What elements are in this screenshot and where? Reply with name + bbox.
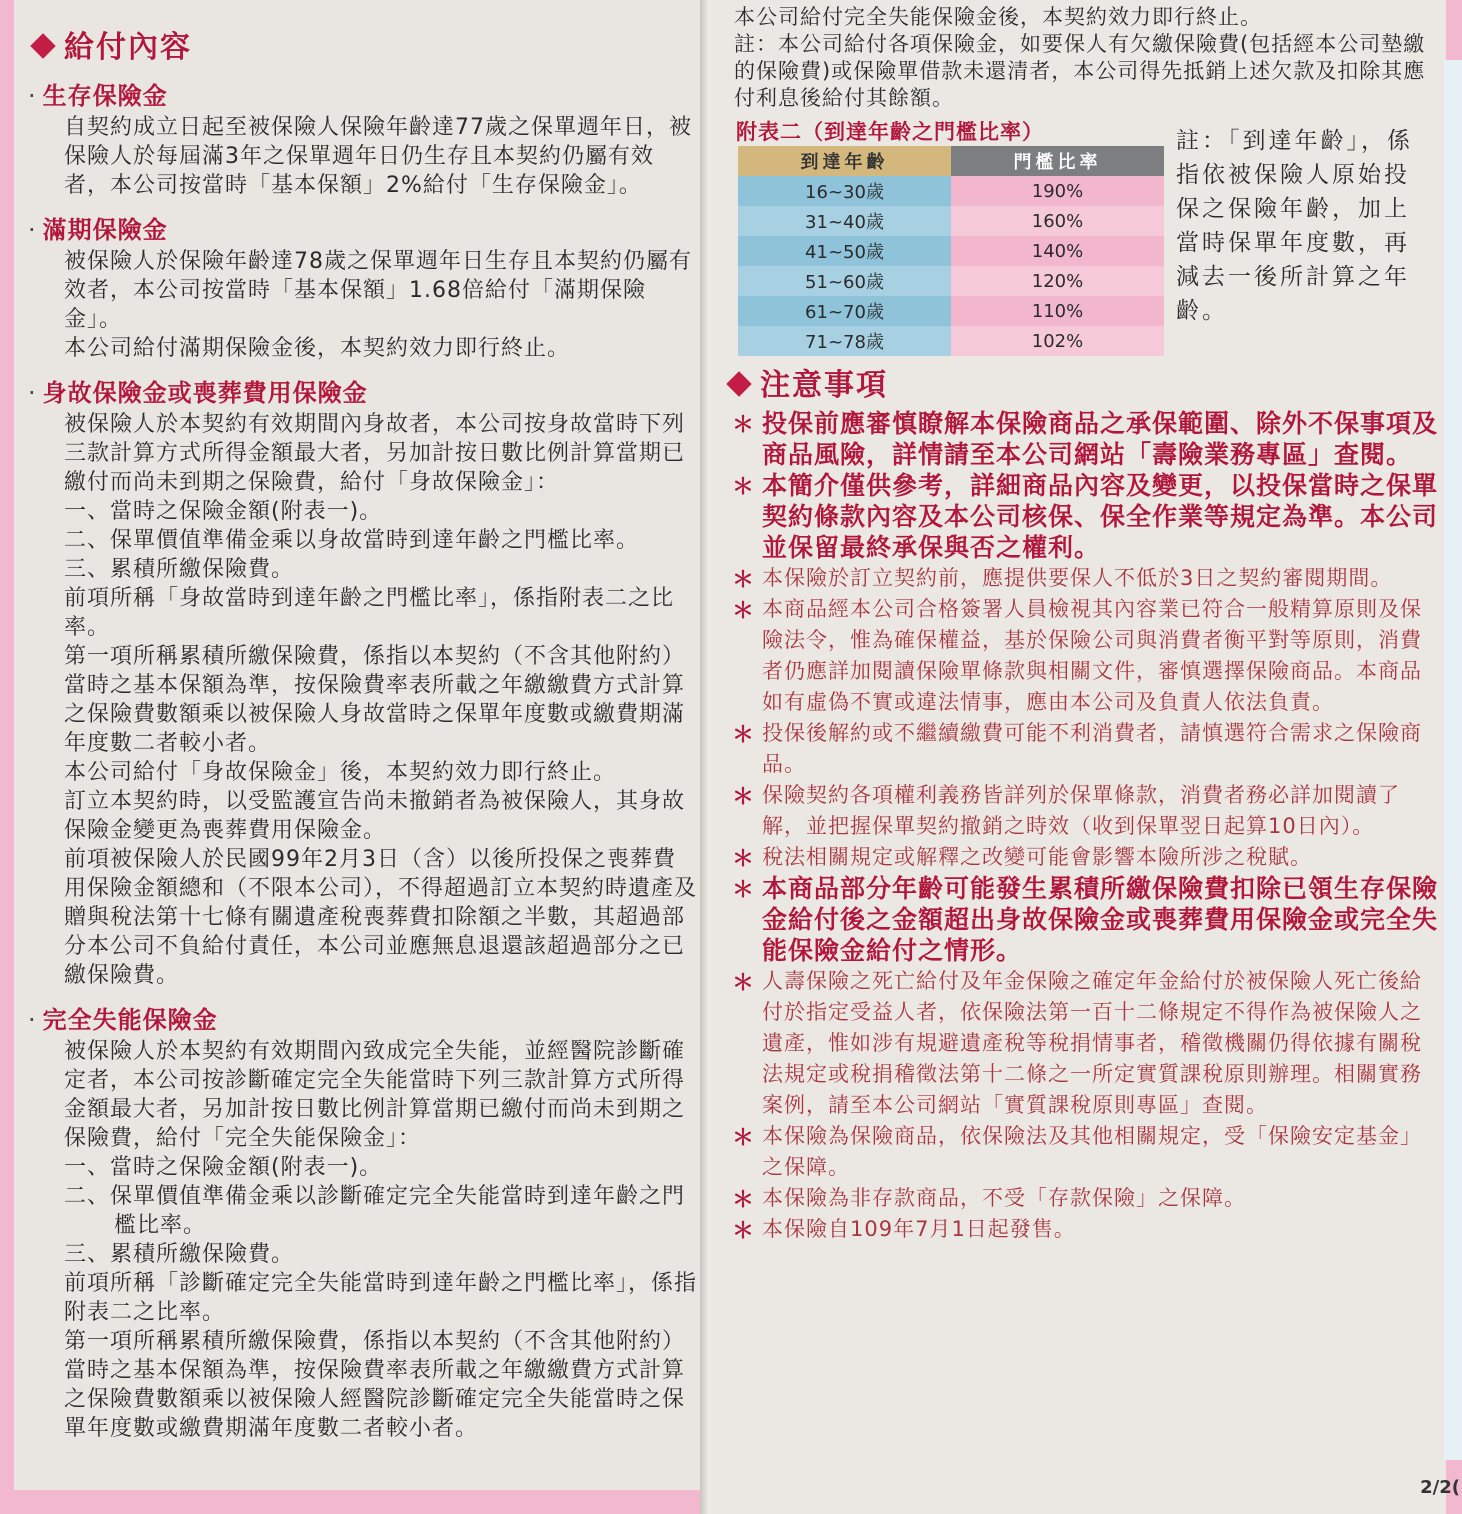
paragraph: 前項所稱「診斷確定完全失能當時到達年齡之門檻比率」，係指附表二之比率。 (64, 1271, 698, 1325)
table-row (738, 176, 1164, 206)
asterisk-icon: ＊ (732, 878, 755, 903)
rate-cell: 160% (951, 206, 1164, 236)
paragraph: 被保險人於本契約有效期間內致成完全失能，並經醫院診斷確定者，本公司按診斷確定完全失能當時下列三款計算方式所得金額最大者，另加計按日數比例計算當期已繳付而尚未到期之保險費，給付「完全失能保險金」： (64, 1039, 686, 1151)
dot-bullet-icon: · (28, 82, 37, 110)
threshold-table-block (724, 116, 1442, 352)
notice-item: ＊ 投保後解約或不繼續繳費可能不利消費者，請慎選符合需求之保險商品。 (732, 718, 1442, 780)
section-title: 生存保險金 (42, 82, 168, 110)
paragraph: 第一項所稱累積所繳保險費，係指以本契約（不含其他附約）當時之基本保額為準，按保險費率表所載之年繳繳費方式計算之保險費數額乘以被保險人身故當時之保單年度數或繳費期滿年度數二者較小者。 (64, 644, 686, 756)
list-item: 二、保單價值準備金乘以身故當時到達年齡之門檻比率。 (64, 528, 640, 553)
paragraph: 前項所稱「身故當時到達年齡之門檻比率」，係指附表二之比率。 (64, 586, 675, 640)
section-disability (28, 1000, 698, 1443)
asterisk-icon: ＊ (732, 847, 755, 872)
notice-item: ＊ 本保險自109年7月1日起發售。 (732, 1214, 1442, 1245)
table-header-row (738, 146, 1164, 176)
paragraph: 本公司給付滿期保險金後，本契約效力即行終止。 (64, 336, 571, 361)
list-item: 三、累積所繳保險費。 (64, 557, 295, 582)
notice-item: ＊ 本保險於訂立契約前，應提供要保人不低於3日之契約審閱期間。 (732, 563, 1442, 594)
notice-item: ＊ 本簡介僅供參考，詳細商品內容及變更，以投保當時之保單契約條款內容及本公司核保、保全作業等規定為準。本公司並保留最終承保與否之權利。 (732, 471, 1439, 562)
dot-bullet-icon: · (28, 1006, 37, 1034)
next-page-edge (1444, 60, 1462, 1460)
age-cell: 51~60歲 (738, 266, 951, 296)
rate-cell: 190% (951, 176, 1164, 206)
paragraph: 訂立本契約時，以受監護宣告尚未撤銷者為被保險人，其身故保險金變更為喪葬費用保險金。 (64, 789, 686, 843)
asterisk-icon: ＊ (732, 599, 755, 624)
table-row (738, 236, 1164, 266)
age-cell: 41~50歲 (738, 236, 951, 266)
notes-column (724, 4, 1442, 1245)
asterisk-icon: ＊ (732, 568, 755, 593)
notice-item: ＊ 本商品經本公司合格簽署人員檢視其內容業已符合一般精算原則及保險法令，惟為確保權益，基於保險公司與消費者衡平對等原則，消費者仍應詳加閱讀保險單條款與相關文件，審慎選擇保險商品。本商品如有虛偽不實或違法情事，應由本公司及負責人依法負責。 (732, 594, 1442, 718)
rate-cell: 120% (951, 266, 1164, 296)
notice-item: ＊ 本商品部分年齡可能發生累積所繳保險費扣除已領生存保險金給付後之金額超出身故保險金或喪葬費用保險金或完全失能保險金給付之情形。 (732, 874, 1439, 965)
paragraph: 註：本公司給付各項保險金，如要保人有欠繳保險費(包括經本公司墊繳的保險費)或保險單借款未還清者，本公司得先抵銷上述欠款及扣除其應付利息後給付其餘額。 (734, 32, 1426, 110)
paragraph: 本公司給付完全失能保險金後，本契約效力即行終止。 (734, 5, 1262, 29)
section-title: 完全失能保險金 (42, 1006, 218, 1034)
age-cell: 61~70歲 (738, 296, 951, 326)
rate-cell: 110% (951, 296, 1164, 326)
asterisk-icon: ＊ (732, 1188, 755, 1213)
benefits-heading: 給付內容 (28, 22, 698, 66)
dot-bullet-icon: · (28, 216, 37, 244)
notice-item: ＊ 稅法相關規定或解釋之改變可能會影響本險所涉之稅賦。 (732, 842, 1442, 873)
section-maturity (28, 210, 698, 363)
age-cell: 16~30歲 (738, 176, 951, 206)
benefits-column (28, 20, 698, 1443)
asterisk-icon: ＊ (732, 413, 755, 438)
asterisk-icon: ＊ (732, 723, 755, 748)
asterisk-icon: ＊ (732, 1126, 755, 1151)
threshold-table (738, 146, 1164, 356)
list-item: 一、當時之保險金額(附表一)。 (64, 1155, 383, 1180)
dot-bullet-icon: · (28, 379, 37, 407)
notice-heading: 注意事項 (724, 360, 1442, 404)
asterisk-icon: ＊ (732, 785, 755, 810)
page-number: 2/2( (1420, 1477, 1460, 1498)
list-item: 二、保單價值準備金乘以診斷確定完全失能當時到達年齡之門檻比率。 (64, 1184, 686, 1238)
diamond-bullet-icon (30, 33, 55, 58)
notice-item: ＊ 人壽保險之死亡給付及年金保險之確定年金給付於被保險人死亡後給付於指定受益人者，依保險法第一百十二條規定不得作為被保險人之遺產，惟如涉有規避遺產稅等稅捐情事者，稽徵機關仍得依據有關稅法規定或稅捐稽徵法第十二條之一所定實質課稅原則辦理。相關實務案例，請至本公司網站「實質課稅原則專區」查閱。 (732, 966, 1442, 1121)
notice-item: ＊ 本保險為非存款商品，不受「存款保險」之保障。 (732, 1183, 1442, 1214)
asterisk-icon: ＊ (732, 971, 755, 996)
table-note: 註：「到達年齡」，係指依被保險人原始投保之保險年齡，加上當時保單年度數，再減去一後所計算之年齡。 (1176, 128, 1413, 324)
page-fold (700, 0, 710, 1514)
section-survival (28, 76, 698, 200)
age-cell: 31~40歲 (738, 206, 951, 236)
rate-cell: 140% (951, 236, 1164, 266)
column-header-rate: 門檻比率 (951, 146, 1164, 176)
table-row (738, 266, 1164, 296)
list-item: 一、當時之保險金額(附表一)。 (64, 499, 383, 524)
paragraph: 被保險人於本契約有效期間內身故者，本公司按身故當時下列三款計算方式所得金額最大者，另加計按日數比例計算當期已繳付而尚未到期之保險費，給付「身故保險金」： (64, 412, 686, 495)
paragraph: 被保險人於保險年齡達78歲之保單週年日生存且本契約仍屬有效者，本公司按當時「基本保額」1.68倍給付「滿期保險金」。 (64, 249, 692, 332)
paragraph: 前項被保險人於民國99年2月3日（含）以後所投保之喪葬費用保險金額總和（不限本公司），不得超過訂立本契約時遺產及贈與稅法第十七條有關遺產稅喪葬費扣除額之半數，其超過部分本公司不負給付責任，本公司並應無息退還該超過部分之已繳保險費。 (64, 847, 698, 988)
notice-item: ＊ 本保險為保險商品，依保險法及其他相關規定，受「保險安定基金」之保障。 (732, 1121, 1442, 1183)
asterisk-icon: ＊ (732, 475, 755, 500)
age-cell: 71~78歲 (738, 326, 951, 356)
notice-item: ＊ 保險契約各項權利義務皆詳列於保單條款，消費者務必詳加閱讀了解，並把握保單契約撤銷之時效（收到保單翌日起算10日內）。 (732, 780, 1442, 842)
section-title: 身故保險金或喪葬費用保險金 (42, 379, 368, 407)
table-row (738, 206, 1164, 236)
section-death-benefit (28, 373, 698, 990)
table-title: 附表二（到達年齡之門檻比率） (736, 120, 1044, 144)
column-header-age: 到達年齡 (738, 146, 951, 176)
table-row (738, 326, 1164, 356)
section-title: 滿期保險金 (42, 216, 168, 244)
notice-list (732, 408, 1442, 1245)
notice-item: ＊ 投保前應審慎瞭解本保險商品之承保範圍、除外不保事項及商品風險，詳情請至本公司網站「壽險業務專區」查閱。 (732, 409, 1439, 469)
paragraph: 自契約成立日起至被保險人保險年齡達77歲之保單週年日，被保險人於每屆滿3年之保單週年日仍生存且本契約仍屬有效者，本公司按當時「基本保額」2%給付「生存保險金」。 (64, 115, 692, 198)
asterisk-icon: ＊ (732, 1219, 755, 1244)
diamond-bullet-icon (726, 371, 751, 396)
table-row (738, 296, 1164, 326)
paragraph: 本公司給付「身故保險金」後，本契約效力即行終止。 (64, 760, 617, 785)
list-item: 三、累積所繳保險費。 (64, 1242, 295, 1267)
paragraph: 第一項所稱累積所繳保險費，係指以本契約（不含其他附約）當時之基本保額為準，按保險費率表所載之年繳繳費方式計算之保險費數額乘以被保險人經醫院診斷確定完全失能當時之保單年度數或繳費期滿年度數二者較小者。 (64, 1329, 686, 1441)
rate-cell: 102% (951, 326, 1164, 356)
